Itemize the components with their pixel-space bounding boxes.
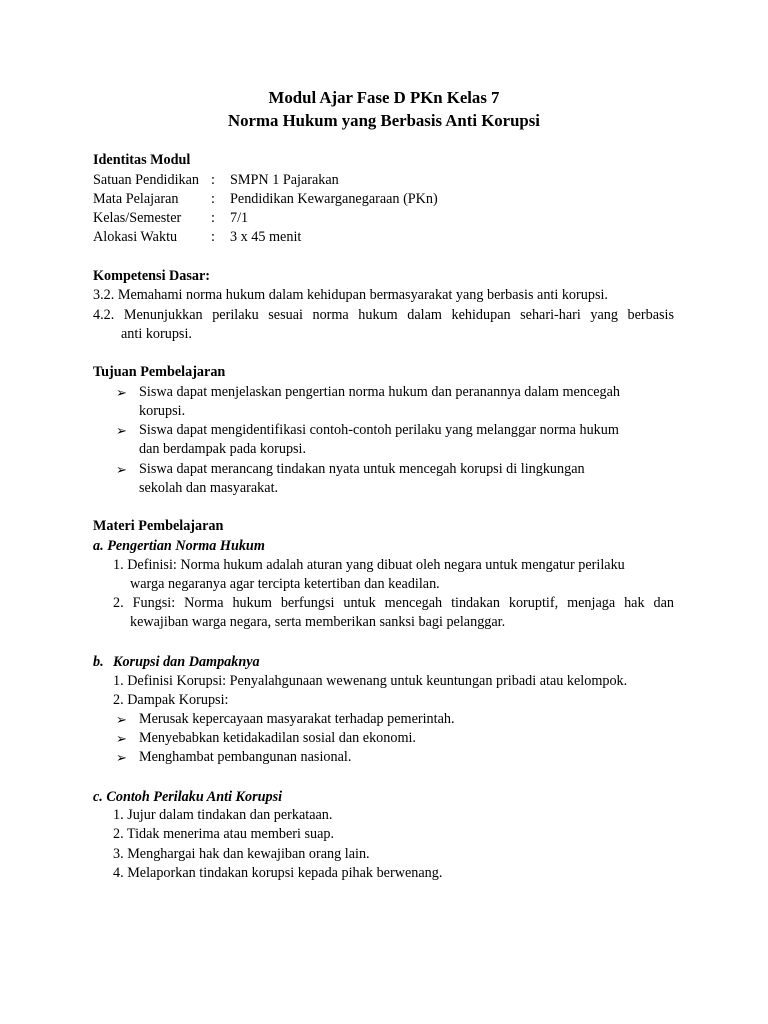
tujuan-item-continuation: dan berdampak pada korupsi. xyxy=(139,441,307,457)
tujuan-item: Siswa dapat merancang tindakan nyata untuk mencegah korupsi di lingkungan xyxy=(139,461,585,477)
materi-c-heading: c. Contoh Perilaku Anti Korupsi xyxy=(93,789,283,805)
arrow-bullet-icon: ➢ xyxy=(116,712,127,727)
identitas-heading: Identitas Modul xyxy=(93,152,191,168)
identitas-label: Kelas/Semester xyxy=(93,210,182,226)
identitas-label: Satuan Pendidikan xyxy=(93,172,199,188)
tujuan-item-continuation: sekolah dan masyarakat. xyxy=(139,480,279,496)
materi-b-heading: Korupsi dan Dampaknya xyxy=(113,654,260,670)
dampak-item: Menyebabkan ketidakadilan sosial dan ekonomi. xyxy=(139,730,416,746)
arrow-bullet-icon: ➢ xyxy=(116,423,127,438)
identitas-separator: : xyxy=(211,191,215,207)
dampak-item: Menghambat pembangunan nasional. xyxy=(139,749,352,765)
dampak-item: Merusak kepercayaan masyarakat terhadap pemerintah. xyxy=(139,711,455,727)
materi-heading: Materi Pembelajaran xyxy=(93,518,224,534)
materi-a-item: 2. Fungsi: Norma hukum berfungsi untuk mencegah tindakan koruptif, menjaga hak dan xyxy=(113,595,674,611)
kompetensi-item: 4.2. Menunjukkan perilaku sesuai norma hukum dalam kehidupan sehari-hari yang berbasis xyxy=(93,307,674,323)
kompetensi-item-continuation: anti korupsi. xyxy=(121,326,192,342)
tujuan-item: Siswa dapat menjelaskan pengertian norma hukum dan peranannya dalam mencegah xyxy=(139,384,621,400)
identitas-value: SMPN 1 Pajarakan xyxy=(230,172,339,188)
document-title-line2: Norma Hukum yang Berbasis Anti Korupsi xyxy=(228,111,540,130)
kompetensi-heading: Kompetensi Dasar: xyxy=(93,268,211,284)
arrow-bullet-icon: ➢ xyxy=(116,750,127,765)
kompetensi-item: 3.2. Memahami norma hukum dalam kehidupan bermasyarakat yang berbasis anti korupsi. xyxy=(93,287,608,303)
identitas-separator: : xyxy=(211,172,215,188)
identitas-separator: : xyxy=(211,210,215,226)
materi-c-item: 1. Jujur dalam tindakan dan perkataan. xyxy=(113,807,333,823)
identitas-separator: : xyxy=(211,229,215,245)
materi-a-item: 1. Definisi: Norma hukum adalah aturan yang dibuat oleh negara untuk mengatur perilaku xyxy=(113,557,625,573)
document-title-line1: Modul Ajar Fase D PKn Kelas 7 xyxy=(268,88,500,107)
materi-a-item-continuation: kewajiban warga negara, serta memberikan sanksi bagi pelanggar. xyxy=(130,614,506,630)
materi-b-heading-prefix: b. xyxy=(93,654,104,670)
materi-c-item: 2. Tidak menerima atau memberi suap. xyxy=(113,826,335,842)
identitas-label: Mata Pelajaran xyxy=(93,191,179,207)
tujuan-item: Siswa dapat mengidentifikasi contoh-contoh perilaku yang melanggar norma hukum xyxy=(139,422,619,438)
materi-b-item: 2. Dampak Korupsi: xyxy=(113,692,229,708)
materi-c-item: 4. Melaporkan tindakan korupsi kepada pihak berwenang. xyxy=(113,865,443,881)
materi-a-item-continuation: warga negaranya agar tercipta ketertiban dan keadilan. xyxy=(130,576,440,592)
identitas-label: Alokasi Waktu xyxy=(93,229,178,245)
arrow-bullet-icon: ➢ xyxy=(116,385,127,400)
materi-a-heading: a. Pengertian Norma Hukum xyxy=(93,538,265,554)
materi-b-item: 1. Definisi Korupsi: Penyalahgunaan wewenang untuk keuntungan pribadi atau kelompok. xyxy=(113,673,628,689)
tujuan-item-continuation: korupsi. xyxy=(139,403,186,419)
arrow-bullet-icon: ➢ xyxy=(116,462,127,477)
materi-c-item: 3. Menghargai hak dan kewajiban orang lain. xyxy=(113,846,370,862)
identitas-value: Pendidikan Kewarganegaraan (PKn) xyxy=(230,191,438,207)
arrow-bullet-icon: ➢ xyxy=(116,731,127,746)
identitas-value: 3 x 45 menit xyxy=(230,229,302,245)
identitas-value: 7/1 xyxy=(230,210,249,226)
tujuan-heading: Tujuan Pembelajaran xyxy=(93,364,226,380)
